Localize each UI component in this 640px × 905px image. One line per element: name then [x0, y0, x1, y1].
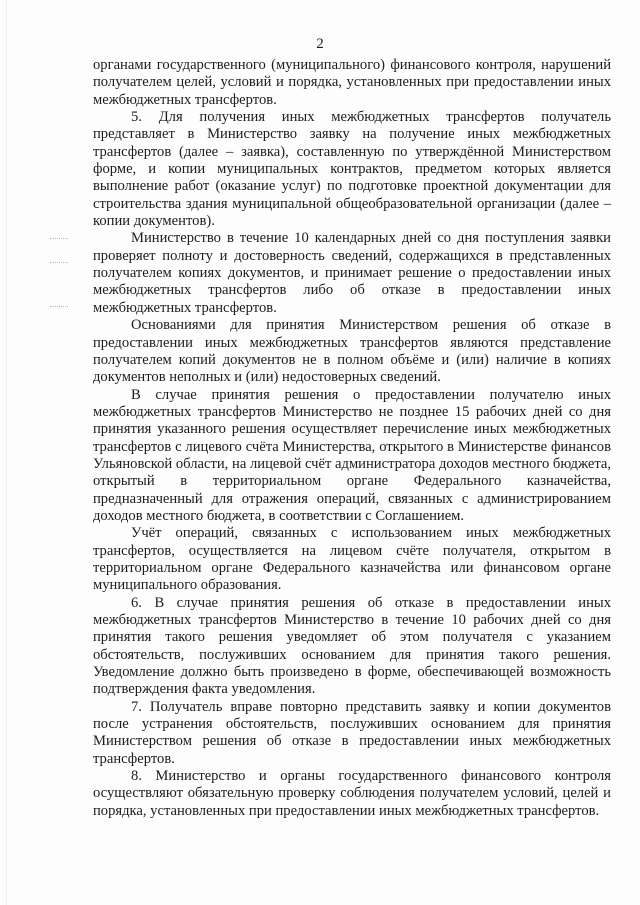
page-number: 2 — [316, 36, 324, 52]
scan-margin-mark — [50, 262, 68, 264]
scan-margin-mark — [50, 238, 68, 240]
scan-edge-line — [6, 0, 7, 905]
paragraph-transfer-procedure: В случае принятия решения о предоставлении получателю иных межбюджетных трансфертов Министерство не позднее 15 рабочих дней со дня принятия указанного решения осуществляет перечисление иных межбюджетных трансфертов с лицевого счёта Министерства, открытого в Министерстве финансов Ульяновской области, на лицевой счёт администратора доходов местного бюджета, открытый в территориальном органе Федерального казначейства, предназначенный для отражения операций, связанных с администрированием доходов местного бюджета, в соответствии с Соглашением. — [93, 386, 611, 524]
document-body — [93, 57, 611, 820]
paragraph-item-8: 8. Министерство и органы государственного финансового контроля осуществляют обязательную проверку соблюдения получателем условий, целей и порядка, установленных при предоставлении иных межбюджетных трансфертов. — [93, 768, 611, 819]
scan-margin-mark — [50, 306, 68, 308]
paragraph-refusal-grounds: Основаниями для принятия Министерством решения об отказе в предоставлении иных межбюджетных трансфертов являются представление получателем копий документов не в полном объёме и (или) наличие в копиях документов неполных и (или) недостоверных сведений. — [93, 317, 611, 386]
paragraph-item-5: 5. Для получения иных межбюджетных трансфертов получатель представляет в Министерство заявку на получение иных межбюджетных трансфертов (далее – заявка), составленную по утверждённой Министерством форме, и копии муниципальных контрактов, предметом которых является выполнение работ (оказание услуг) по подготовке проектной документации для строительства здания муниципальной общеобразовательной организации (далее – копии документов). — [93, 109, 611, 230]
paragraph-continuation: органами государственного (муниципального) финансового контроля, нарушений получателем целей, условий и порядка, установленных при предоставлении иных межбюджетных трансфертов. — [93, 57, 611, 108]
paragraph-item-6: 6. В случае принятия решения об отказе в предоставлении иных межбюджетных трансфертов Министерство в течение 10 рабочих дней со дня принятия такого решения уведомляет об этом получателя с указанием обстоятельств, послуживших основанием для принятия такого решения. Уведомление должно быть произведено в форме, обеспечивающей возможность подтверждения факта уведомления. — [93, 594, 611, 698]
paragraph-item-7: 7. Получатель вправе повторно представить заявку и копии документов после устранения обстоятельств, послуживших основанием для принятия Министерством решения об отказе в предоставлении иных межбюджетных трансфертов. — [93, 698, 611, 767]
paragraph-accounting: Учёт операций, связанных с использованием иных межбюджетных трансфертов, осуществляется на лицевом счёте получателя, открытом в территориальном органе Федерального казначейства или финансовом органе муниципального образования. — [93, 525, 611, 594]
paragraph-review-terms: Министерство в течение 10 календарных дней со дня поступления заявки проверяет полноту и достоверность сведений, содержащихся в представленных получателем копиях документов, и принимает решение о предоставлении иных межбюджетных трансфертов либо об отказе в предоставлении иных межбюджетных трансфертов. — [93, 230, 611, 316]
